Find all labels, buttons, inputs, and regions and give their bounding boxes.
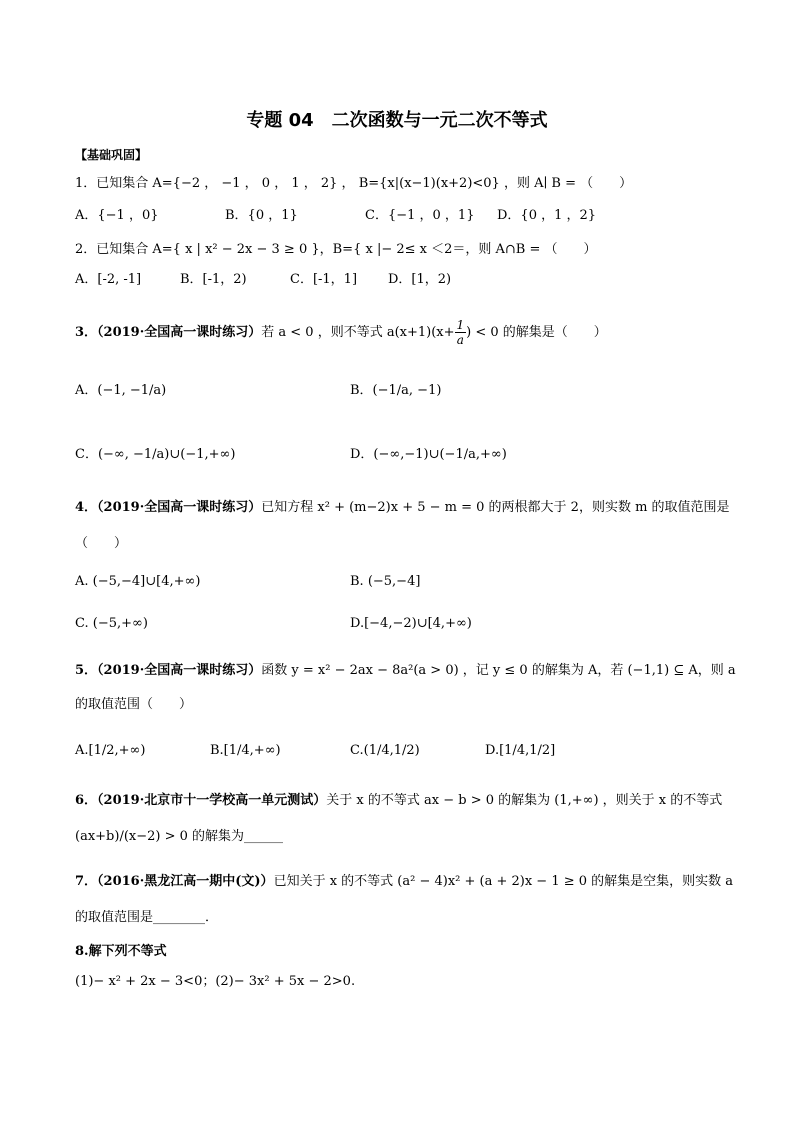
question-5-stem xyxy=(75,662,736,680)
q1-option-b[interactable]: B．{0 ，1} xyxy=(225,208,298,223)
q4-option-a[interactable]: A. (−5,−4]∪[4,+∞) xyxy=(75,574,201,589)
q4-option-c[interactable]: C. (−5,+∞) xyxy=(75,616,148,631)
question-2-stem: 2．已知集合 A={ x | x² − 2x − 3 ≥ 0 }，B={ x |− 2≤ x ＜2＝，则 A∩B = （ ） xyxy=(75,242,597,257)
q3-fraction: $\frac{1}{a}$ xyxy=(456,318,465,347)
q5-option-a[interactable]: A.[1/2,+∞) xyxy=(75,743,146,758)
q4-source: 4．（2019·全国高一课时练习） xyxy=(75,500,262,515)
page-title: 专题 04 二次函数与一元二次不等式 xyxy=(246,110,548,131)
question-5-stem-line2: 的取值范围（ ） xyxy=(75,697,193,712)
question-7-stem-line2: 的取值范围是________． xyxy=(75,910,219,925)
q3-stem-pre: 若 a < 0 ，则不等式 a(x+1)(x+ xyxy=(261,325,455,340)
question-8-parts: (1)− x² + 2x − 3<0；(2)− 3x² + 5x − 2>0. xyxy=(75,974,356,989)
q3-stem-post: ) < 0 的解集是（ ） xyxy=(466,325,607,340)
q6-stem-text: 关于 x 的不等式 ax − b > 0 的解集为 (1,+∞) ，则关于 x 的不等式 xyxy=(326,793,723,808)
question-6-stem-line2: (ax+b)/(x−2) > 0 的解集为______ xyxy=(75,829,284,844)
q3-option-a[interactable]: A．(−1, −1/a) xyxy=(75,383,167,398)
q5-option-b[interactable]: B.[1/4,+∞) xyxy=(210,743,281,758)
q3-source: 3．（2019·全国高一课时练习） xyxy=(75,325,262,340)
question-4-paren: （ ） xyxy=(75,536,128,551)
q4-stem-text: 已知方程 x² + (m−2)x + 5 − m = 0 的两根都大于 2，则实数 m 的取值范围是 xyxy=(261,500,730,515)
section-label: 【基础巩固】 xyxy=(75,148,148,162)
q1-option-c[interactable]: C．{−1 ，0 ，1} xyxy=(365,208,475,223)
question-4-stem xyxy=(75,499,730,517)
q2-option-b[interactable]: B．[-1，2) xyxy=(180,272,247,287)
q7-stem-text: 已知关于 x 的不等式 (a² − 4)x² + (a + 2)x − 1 ≥ 0 的解集是空集，则实数 a xyxy=(273,874,734,889)
q2-option-a[interactable]: A．[-2, -1] xyxy=(75,272,142,287)
q5-stem-text: 函数 y = x² − 2ax − 8a²(a > 0) ，记 y ≤ 0 的解集为 A，若 (−1,1) ⊆ A，则 a xyxy=(261,663,736,678)
question-8-stem: 8.解下列不等式 xyxy=(75,944,167,959)
q5-source: 5．（2019·全国高一课时练习） xyxy=(75,663,262,678)
q2-option-d[interactable]: D．[1，2) xyxy=(388,272,452,287)
q6-source: 6．（2019·北京市十一学校高一单元测试） xyxy=(75,793,327,808)
q7-source: 7．（2016·黑龙江高一期中(文)） xyxy=(75,874,274,889)
q1-option-d[interactable]: D．{0 ，1 ，2} xyxy=(497,208,597,223)
q4-option-b[interactable]: B. (−5,−4] xyxy=(350,574,421,589)
q4-option-d[interactable]: D.[−4,−2)∪[4,+∞) xyxy=(350,616,472,631)
question-1-stem: 1．已知集合 A={−2 ， −1 ， 0 ， 1 ， 2} ， B={x|(x−1)(x+2)<0} ，则 A∣ B = （ ） xyxy=(75,176,633,191)
question-3-stem xyxy=(75,318,607,347)
q2-option-c[interactable]: C．[-1，1] xyxy=(290,272,358,287)
q3-option-b[interactable]: B．(−1/a, −1) xyxy=(350,383,442,398)
q1-option-a[interactable]: A．{−1 ，0} xyxy=(75,208,159,223)
q3-option-d[interactable]: D．(−∞,−1)∪(−1/a,+∞) xyxy=(350,447,507,462)
question-6-stem xyxy=(75,792,722,810)
q5-option-c[interactable]: C.(1/4,1/2) xyxy=(350,743,420,758)
question-7-stem xyxy=(75,873,733,891)
q3-option-c[interactable]: C．(−∞, −1/a)∪(−1,+∞) xyxy=(75,447,236,462)
q5-option-d[interactable]: D.[1/4,1/2] xyxy=(485,743,556,758)
